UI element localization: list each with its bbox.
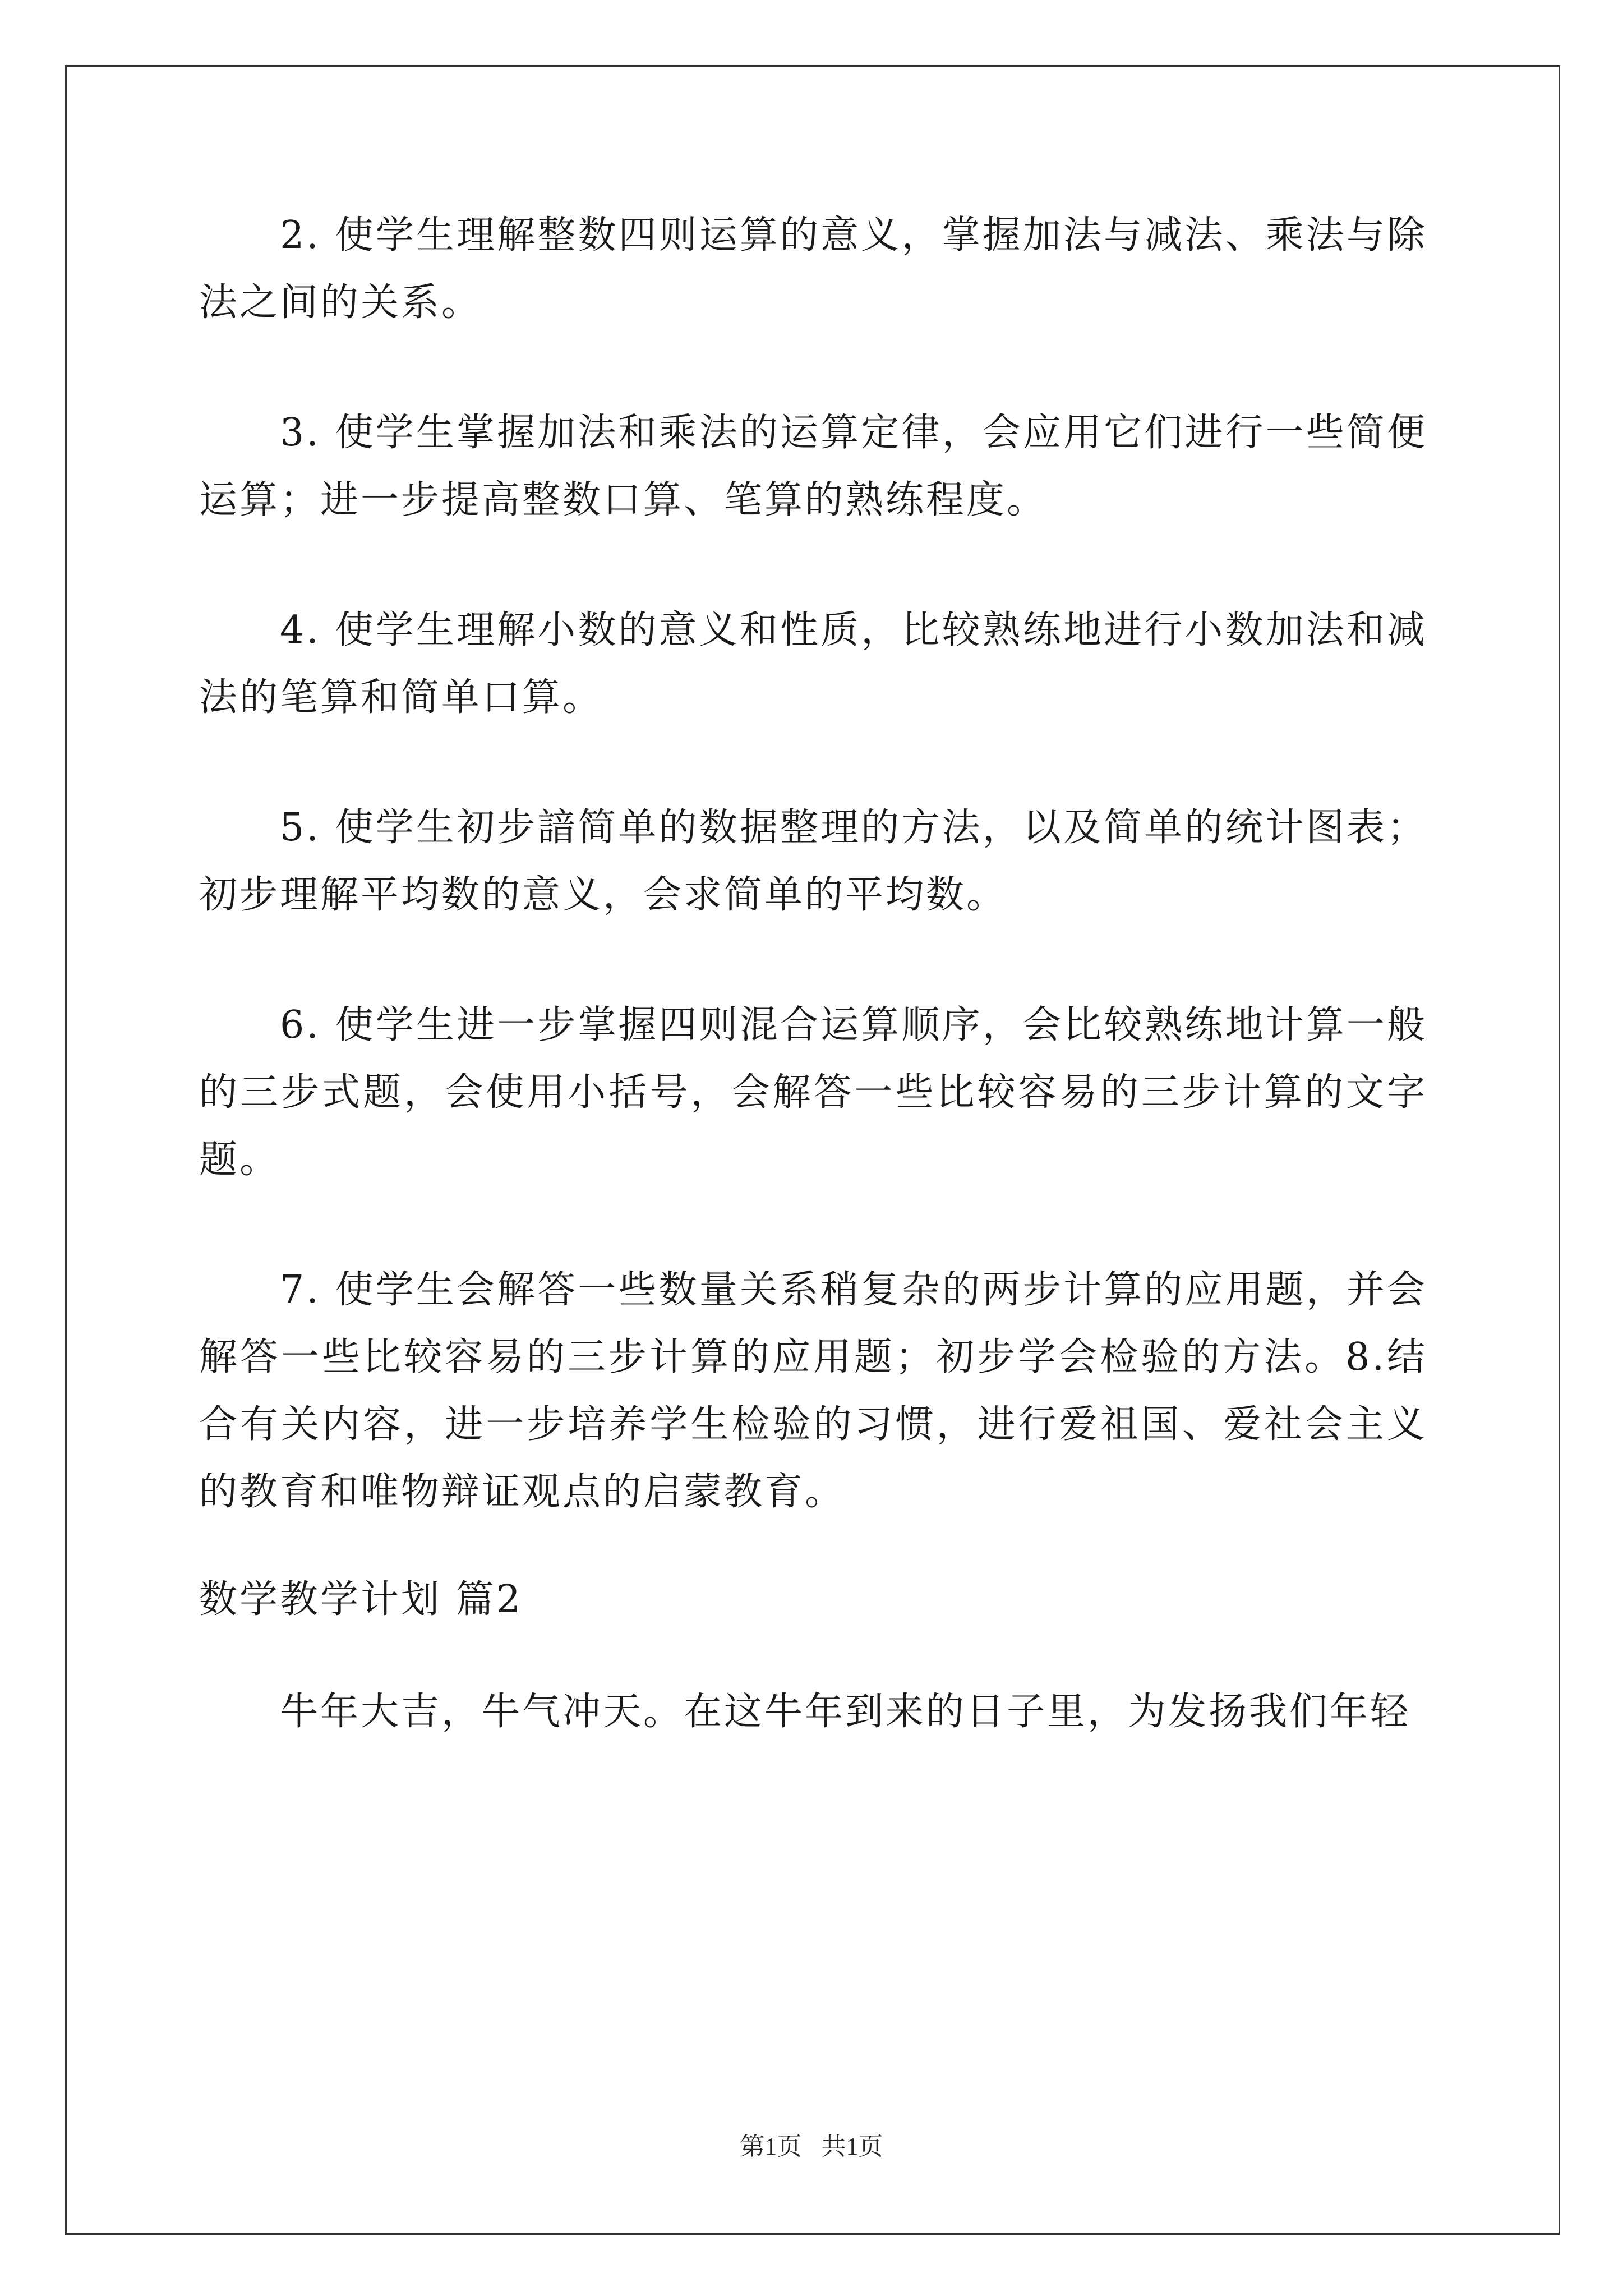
page-footer <box>0 2126 1623 2162</box>
document-body <box>199 202 1427 1809</box>
paragraph-item-4: 4. 使学生理解小数的意义和性质，比较熟练地进行小数加法和减法的笔算和简单口算。 <box>199 608 1427 720</box>
paragraph-item-5: 5. 使学生初步諳简单的数据整理的方法，以及简单的统计图表；初步理解平均数的意义，会求简单的平均数。 <box>199 806 1427 917</box>
paragraph-item-3: 3. 使学生掌握加法和乘法的运算定律，会应用它们进行一些简便运算；进一步提高整数口算、笔算的熟练程度。 <box>199 411 1427 522</box>
page-number: 第1页 <box>740 2133 802 2160</box>
intro-paragraph: 牛年大吉，牛气冲天。在这牛年到来的日子里，为发扬我们年轻 <box>280 1690 1411 1734</box>
section-heading: 数学教学计划 篇2 <box>199 1577 523 1622</box>
paragraph-item-2: 2. 使学生理解整数四则运算的意义，掌握加法与减法、乘法与除法之间的关系。 <box>199 213 1427 325</box>
page-total: 共1页 <box>821 2133 883 2160</box>
paragraph-item-6: 6. 使学生进一步掌握四则混合运算顺序，会比较熟练地计算一般的三步式题，会使用小括号，会解答一些比较容易的三步计算的文字题。 <box>199 1003 1427 1182</box>
paragraph-item-7: 7. 使学生会解答一些数量关系稍复杂的两步计算的应用题，并会解答一些比较容易的三步计算的应用题；初步学会检验的方法。8.结合有关内容，进一步培养学生检验的习惯，进行爱祖国、爱社会主义的教育和唯物辩证观点的启蒙教育。 <box>199 1268 1427 1514</box>
